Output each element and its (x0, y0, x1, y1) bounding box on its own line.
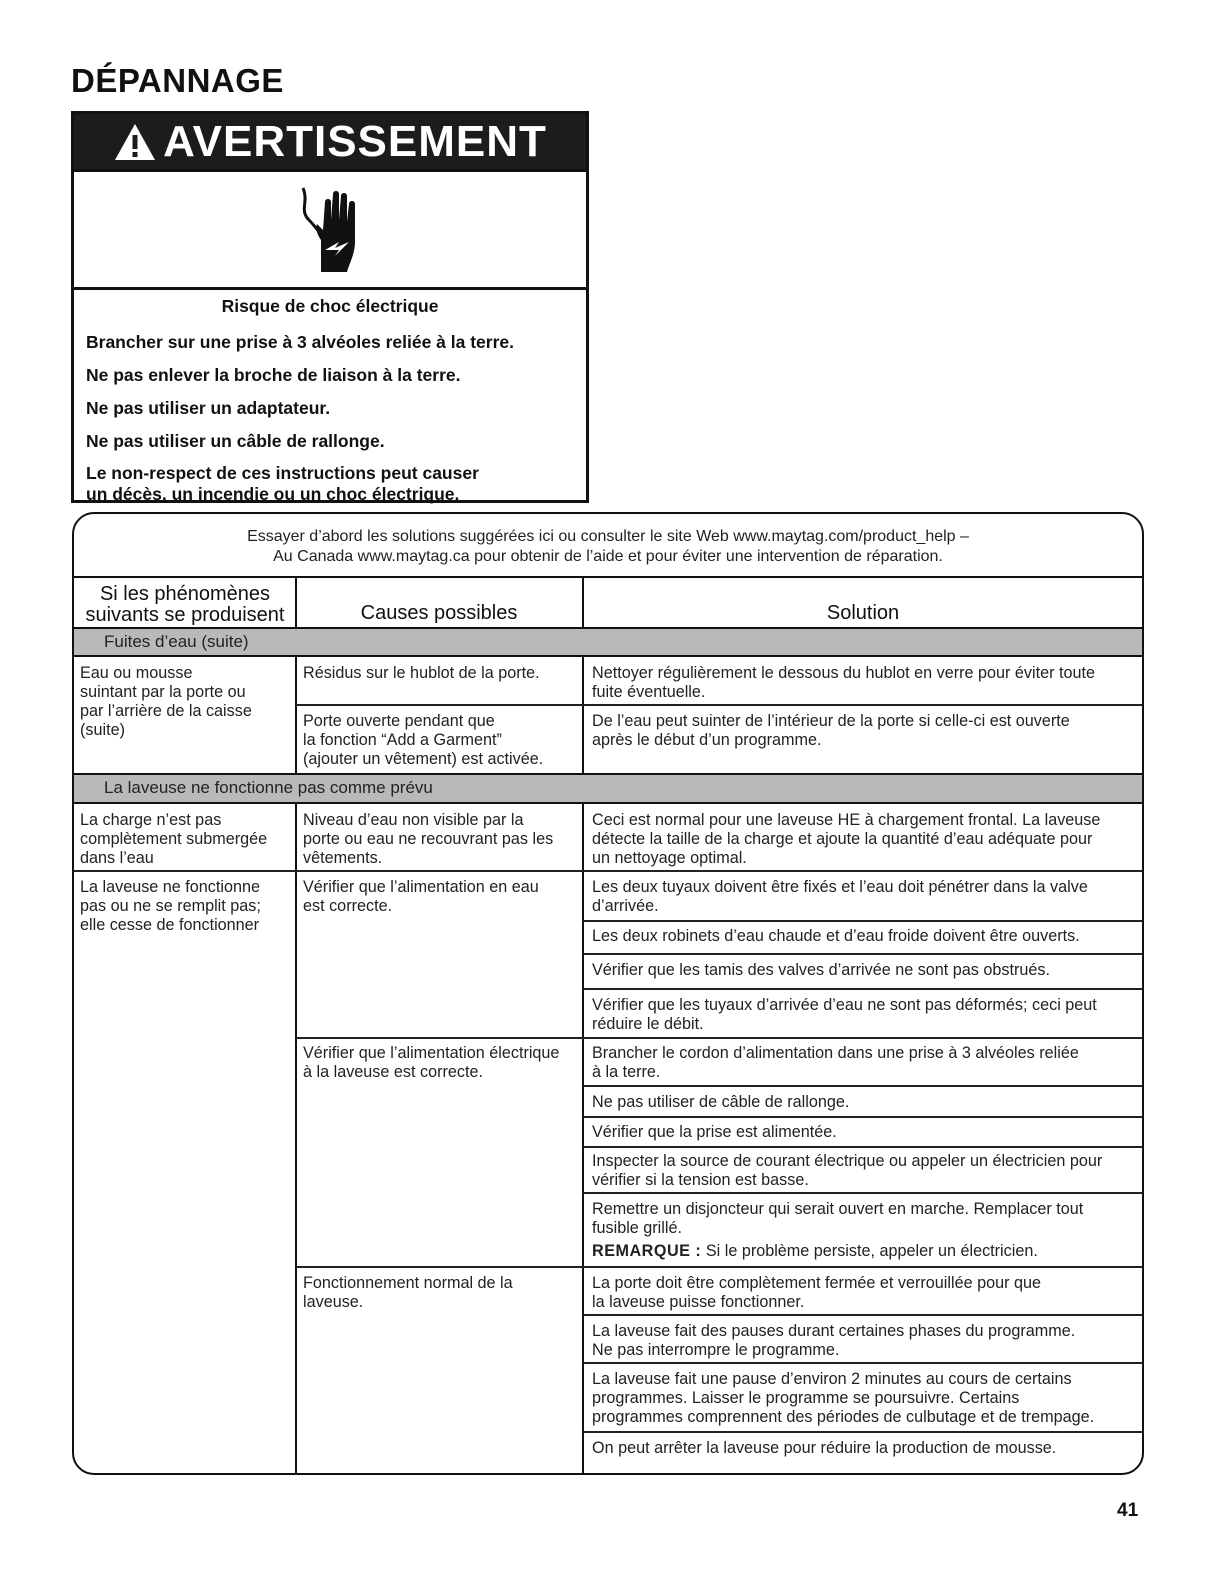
solution-plug-cord (592, 1044, 1138, 1082)
remarque-text: Si le problème persiste, appeler un électricien. (701, 1242, 1038, 1260)
cause-door-residue: Résidus sur le hublot de la porte. (303, 664, 540, 682)
solution-line: Ceci est normal pour une laveuse HE à chargement frontal. La laveuse (592, 811, 1101, 829)
solution-line: Ne pas interrompre le programme. (592, 1341, 840, 1359)
solution-line: Nettoyer régulièrement le dessous du hublot en verre pour éviter toute (592, 664, 1095, 682)
solution-line: Les deux tuyaux doivent être fixés et l’eau doit pénétrer dans la valve (592, 878, 1088, 896)
electric-shock-hand-icon (295, 180, 365, 280)
solution-line: La laveuse fait des pauses durant certaines phases du programme. (592, 1322, 1076, 1340)
section-band-not-working: La laveuse ne fonctionne pas comme prévu (74, 773, 1142, 804)
page-number: 41 (1117, 1500, 1139, 1521)
solution-line: après le début d’un programme. (592, 731, 822, 749)
warning-line: Brancher sur une prise à 3 alvéoles reliée à la terre. (86, 332, 515, 352)
solution-line: détecte la taille de la charge et ajoute la quantité d’eau adéquate pour (592, 830, 1093, 848)
row-rule (583, 1116, 1142, 1118)
warning-consequence-line: un décès, un incendie ou un choc électrique. (86, 484, 460, 504)
row-rule (583, 1085, 1142, 1087)
solution-hoses-attached (592, 878, 1138, 916)
warning-box (71, 111, 589, 503)
remarque-label: REMARQUE : (592, 1242, 702, 1260)
solution-line: La porte doit être complètement fermée et verrouillée pour que (592, 1274, 1042, 1292)
row-rule (583, 1431, 1142, 1433)
warning-line: Ne pas utiliser un câble de rallonge. (86, 431, 385, 451)
solution-inspect-source (592, 1152, 1138, 1190)
row-rule (583, 1362, 1142, 1364)
phenomenon-line: par l’arrière de la caisse (80, 702, 252, 720)
phenomenon-line: complètement submergée (80, 830, 268, 848)
cause-line: Fonctionnement normal de la (303, 1274, 513, 1292)
cause-water-level (303, 811, 579, 868)
header-phenomena (76, 584, 294, 626)
solution-line: vérifier si la tension est basse. (592, 1171, 809, 1189)
solution-no-extension: Ne pas utiliser de câble de rallonge. (592, 1093, 850, 1111)
solution-line: un nettoyage optimal. (592, 849, 747, 867)
solution-hoses-kinked (592, 996, 1138, 1034)
cause-line: Niveau d’eau non visible par la (303, 811, 524, 829)
solution-line: fuite éventuelle. (592, 683, 706, 701)
page-title: DÉPANNAGE (71, 62, 284, 99)
intro-line: Au Canada www.maytag.ca pour obtenir de l’aide et pour éviter une intervention de réparation. (273, 548, 943, 565)
row-rule (583, 1146, 1142, 1148)
cause-line: vêtements. (303, 849, 383, 867)
solution-line: De l’eau peut suinter de l’intérieur de la porte si celle-ci est ouverte (592, 712, 1070, 730)
row-rule (296, 1037, 1142, 1039)
phenomenon-line: suintant par la porte ou (80, 683, 246, 701)
cause-door-open (303, 712, 579, 769)
header-phenomena-line: suivants se produisent (85, 604, 285, 626)
phenomenon-line: pas ou ne se remplit pas; (80, 897, 261, 915)
solution-pauses (592, 1322, 1138, 1360)
warning-title: Risque de choc électrique (221, 296, 439, 316)
solution-line: réduire le débit. (592, 1015, 704, 1033)
row-rule (583, 1192, 1142, 1194)
warning-header-label: AVERTISSEMENT (163, 116, 547, 166)
cause-line: (ajouter un vêtement) est activée. (303, 750, 544, 768)
phenomenon-line: La laveuse ne fonctionne (80, 878, 260, 896)
header-solution: Solution (826, 602, 900, 624)
cause-water-supply (303, 878, 579, 916)
solution-line: Vérifier que les tuyaux d’arrivée d’eau ne sont pas déformés; ceci peut (592, 996, 1097, 1014)
solution-line: Inspecter la source de courant électrique ou appeler un électricien pour (592, 1152, 1103, 1170)
warning-header (74, 114, 586, 172)
solution-clean-glass (592, 664, 1138, 702)
warning-text (74, 290, 586, 505)
solution-line: Remettre un disjoncteur qui serait ouvert en marche. Remplacer tout (592, 1200, 1084, 1218)
solution-line: La laveuse fait une pause d’environ 2 minutes au cours de certains (592, 1370, 1072, 1388)
intro-text (72, 527, 1144, 567)
warning-line: Ne pas utiliser un adaptateur. (86, 398, 331, 418)
solution-outlet-powered: Vérifier que la prise est alimentée. (592, 1123, 837, 1141)
phenomenon-not-submerged (80, 811, 292, 868)
remarque-note (592, 1242, 1138, 1261)
cause-line: porte ou eau ne recouvrant pas les (303, 830, 554, 848)
solution-breaker (592, 1200, 1138, 1261)
section-band-leaks: Fuites d’eau (suite) (74, 627, 1142, 657)
cause-line: Vérifier que l’alimentation en eau (303, 878, 539, 896)
phenomenon-not-running (80, 878, 292, 935)
cause-line: laveuse. (303, 1293, 364, 1311)
solution-line: la laveuse puisse fonctionner. (592, 1293, 805, 1311)
row-rule (296, 704, 1142, 706)
warning-graphic (74, 172, 586, 290)
cause-electric-supply (303, 1044, 579, 1082)
cause-line: Vérifier que l’alimentation électrique (303, 1044, 560, 1062)
solution-line: Brancher le cordon d’alimentation dans une prise à 3 alvéoles reliée (592, 1044, 1079, 1062)
phenomenon-leak (80, 664, 292, 740)
solution-faucets-open: Les deux robinets d’eau chaude et d’eau froide doivent être ouverts. (592, 927, 1080, 945)
phenomenon-line: La charge n’est pas (80, 811, 222, 829)
warning-triangle-icon (113, 122, 157, 162)
warning-consequence (86, 463, 574, 505)
column-divider (582, 576, 584, 1473)
solution-normal-he (592, 811, 1138, 868)
column-divider (295, 576, 297, 1473)
cause-line: Porte ouverte pendant que (303, 712, 495, 730)
solution-line: programmes. Laisser le programme se poursuivre. Certains (592, 1389, 1020, 1407)
row-rule (583, 1314, 1142, 1316)
solution-door-locked (592, 1274, 1138, 1312)
solution-two-minute-pause (592, 1370, 1138, 1427)
header-causes: Causes possibles (360, 602, 518, 624)
warning-consequence-line: Le non-respect de ces instructions peut causer (86, 463, 479, 483)
row-rule (583, 988, 1142, 990)
cause-normal-operation (303, 1274, 579, 1312)
phenomenon-line: dans l’eau (80, 849, 154, 867)
cause-line: est correcte. (303, 897, 393, 915)
phenomenon-line: (suite) (80, 721, 125, 739)
row-rule (296, 1266, 1142, 1268)
warning-line: Ne pas enlever la broche de liaison à la terre. (86, 365, 461, 385)
solution-line: d’arrivée. (592, 897, 659, 915)
row-rule (74, 870, 1142, 872)
cause-line: à la laveuse est correcte. (303, 1063, 483, 1081)
phenomenon-line: Eau ou mousse (80, 664, 193, 682)
solution-line: à la terre. (592, 1063, 661, 1081)
solution-door-open (592, 712, 1138, 750)
phenomenon-line: elle cesse de fonctionner (80, 916, 260, 934)
solution-line: fusible grillé. (592, 1219, 682, 1237)
cause-line: la fonction “Add a Garment” (303, 731, 502, 749)
solution-line: programmes comprennent des périodes de culbutage et de trempage. (592, 1408, 1095, 1426)
table-top-rule (74, 576, 1142, 578)
row-rule (583, 953, 1142, 955)
solution-screens: Vérifier que les tamis des valves d’arrivée ne sont pas obstrués. (592, 961, 1050, 979)
intro-line: Essayer d’abord les solutions suggérées ici ou consulter le site Web www.maytag.com/product_help – (247, 528, 969, 545)
header-phenomena-line: Si les phénomènes (99, 583, 271, 605)
solution-stop-for-foam: On peut arrêter la laveuse pour réduire la production de mousse. (592, 1439, 1057, 1457)
row-rule (583, 920, 1142, 922)
